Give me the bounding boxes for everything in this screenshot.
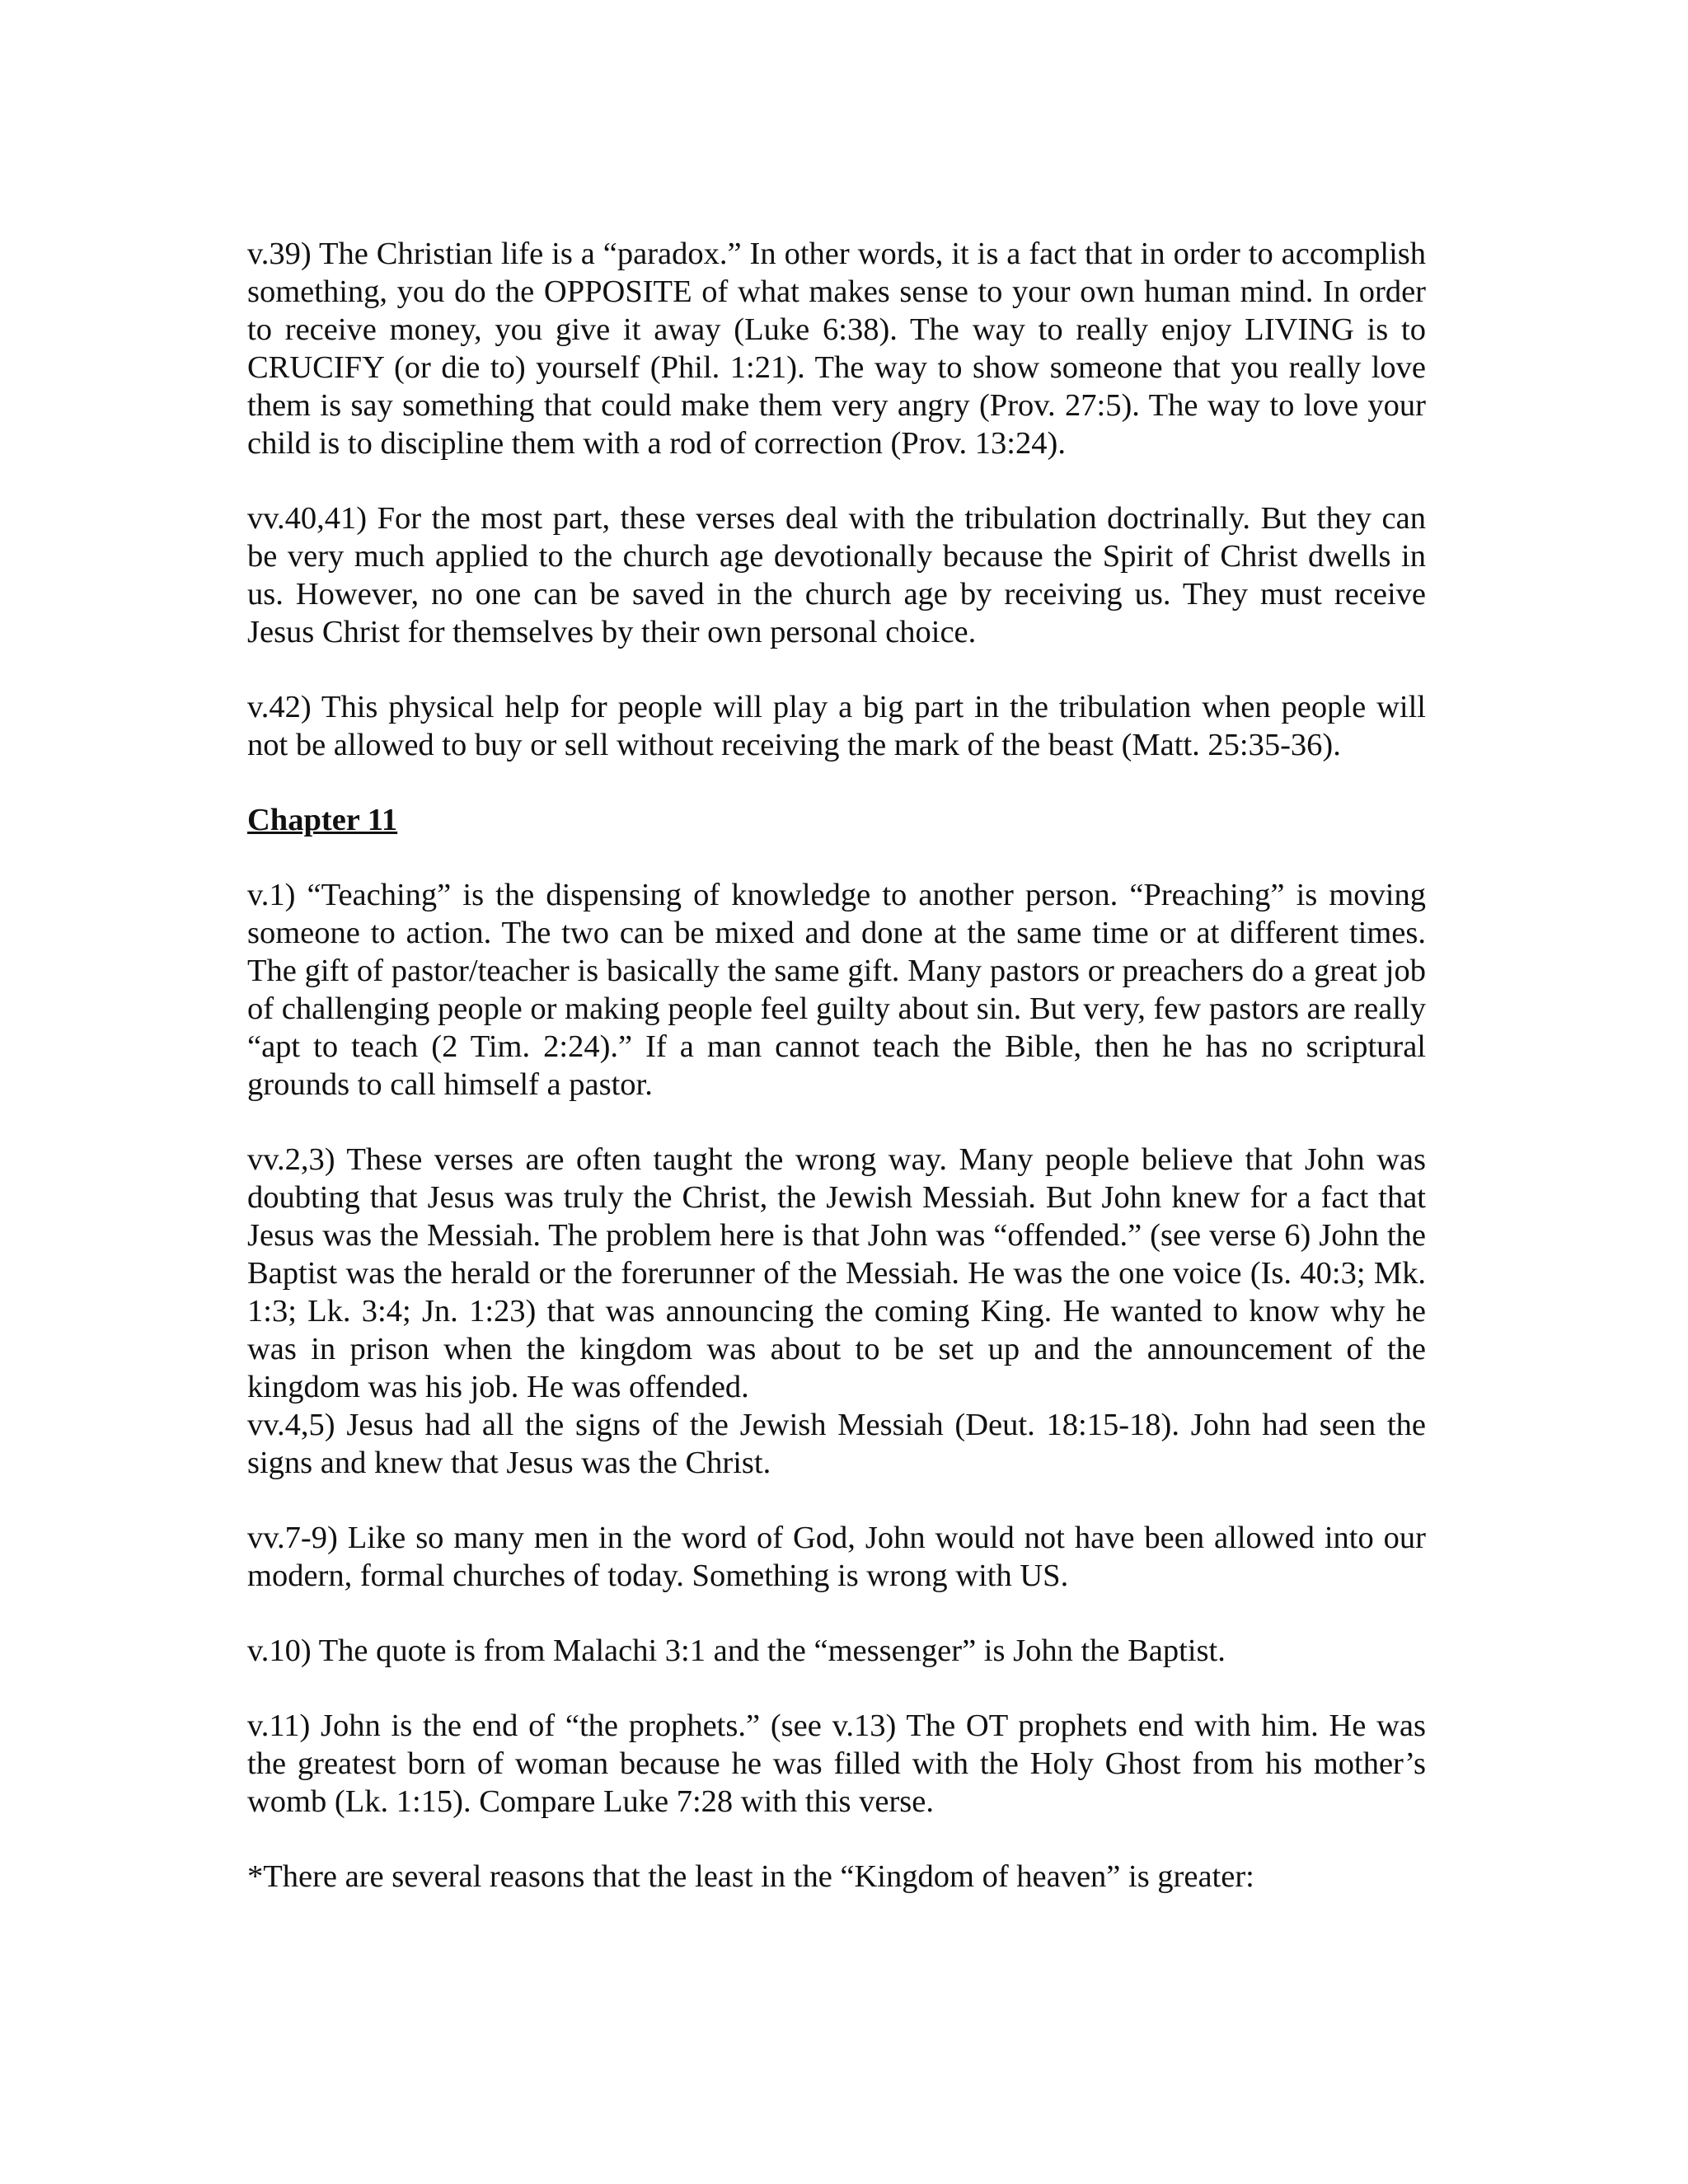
paragraph-v39: v.39) The Christian life is a “paradox.” In other words, it is a fact that in order to accomplish something, you do the OPPOSITE of what makes sense to your own human mind. In order to receive money, you give it away (Luke 6:38). The way to really enjoy LIVING is to CRUCIFY (or die to) yourself (Phil. 1:21). The way to show someone that you really love them is say something that could make them very angry (Prov. 27:5). The way to love your child is to discipline them with a rod of correction (Prov. 13:24). xyxy=(247,237,1426,461)
paragraph-v10: v.10) The quote is from Malachi 3:1 and the “messenger” is John the Baptist. xyxy=(247,1633,1226,1668)
paragraph-vv7-9: vv.7-9) Like so many men in the word of God, John would not have been allowed into our modern, formal churches of today. Something is wrong with US. xyxy=(247,1521,1426,1593)
paragraph-reasons-intro: *There are several reasons that the least in the “Kingdom of heaven” is greater: xyxy=(247,1859,1254,1894)
paragraph-v42: v.42) This physical help for people will play a big part in the tribulation when people will not be allowed to buy or sell without receiving the mark of the beast (Matt. 25:35-36). xyxy=(247,690,1426,762)
paragraph-v11: v.11) John is the end of “the prophets.” (see v.13) The OT prophets end with him. He was the greatest born of woman because he was filled with the Holy Ghost from his mother’s womb (Lk. 1:15). Compare Luke 7:28 with this verse. xyxy=(247,1708,1426,1819)
paragraph-vv40-41: vv.40,41) For the most part, these verses deal with the tribulation doctrinally. But they can be very much applied to the church age devotionally because the Spirit of Christ dwells in us. However, no one can be saved in the church age by receiving us. They must receive Jesus Christ for themselves by their own personal choice. xyxy=(247,501,1426,649)
paragraph-v1: v.1) “Teaching” is the dispensing of knowledge to another person. “Preaching” is moving someone to action. The two can be mixed and done at the same time or at different times. The gift of pastor/teacher is basically the same gift. Many pastors or preachers do a great job of challenging people or making people feel guilty about sin. But very, few pastors are really “apt to teach (2 Tim. 2:24).” If a man cannot teach the Bible, then he has no scriptural grounds to call himself a pastor. xyxy=(247,878,1426,1102)
paragraph-vv4-5: vv.4,5) Jesus had all the signs of the Jewish Messiah (Deut. 18:15-18). John had seen the signs and knew that Jesus was the Christ. xyxy=(247,1408,1426,1480)
paragraph-vv2-3: vv.2,3) These verses are often taught the wrong way. Many people believe that John was doubting that Jesus was truly the Christ, the Jewish Messiah. But John knew for a fact that Jesus was the Messiah. The problem here is that John was “offended.” (see verse 6) John the Baptist was the herald or the forerunner of the Messiah. He was the one voice (Is. 40:3; Mk. 1:3; Lk. 3:4; Jn. 1:23) that was announcing the coming King. He wanted to know why he was in prison when the kingdom was about to be set up and the announcement of the kingdom was his job. He was offended. xyxy=(247,1142,1426,1404)
chapter-heading: Chapter 11 xyxy=(247,803,398,837)
document-page xyxy=(247,235,1426,1933)
